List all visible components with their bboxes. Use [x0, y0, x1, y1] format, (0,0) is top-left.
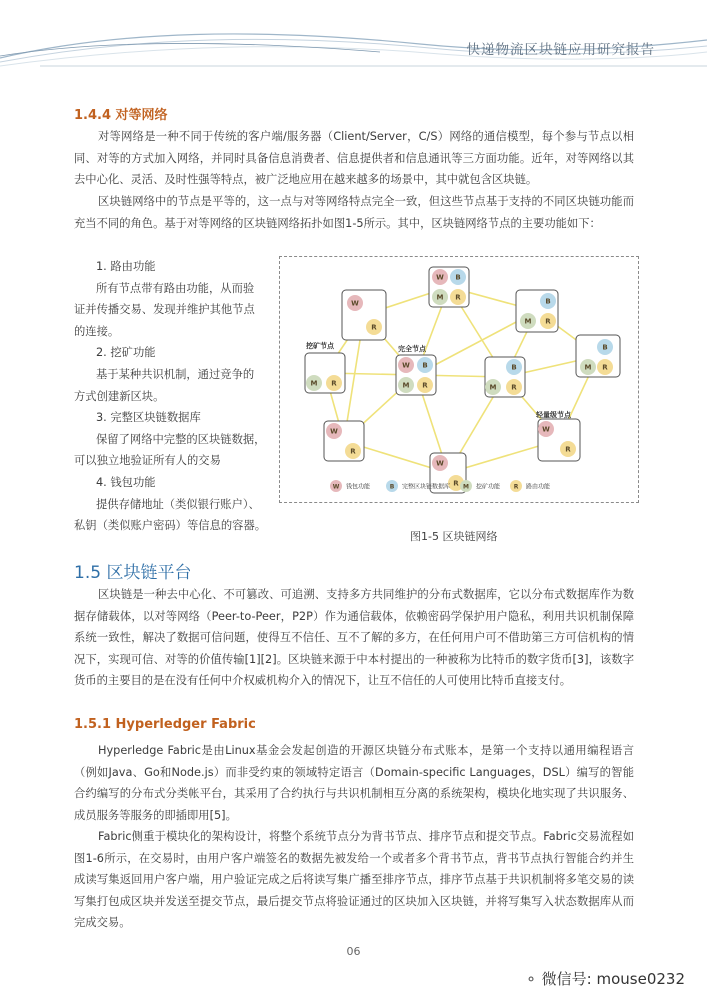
role-letter: B [422, 361, 428, 370]
network-node [516, 290, 558, 332]
network-node [485, 357, 525, 397]
light-node-label: 轻量级节点 [536, 411, 571, 419]
section-heading-1-5: 1.5 区块链平台 [74, 563, 192, 583]
role-letter: M [584, 363, 592, 372]
role-letter: R [545, 317, 551, 326]
network-node [324, 421, 364, 461]
legend-label: 挖矿功能 [476, 483, 501, 491]
role-letter: M [524, 317, 532, 326]
wechat-icon: ⚬ [525, 972, 537, 988]
role-letter: W [436, 459, 444, 468]
role-letter: B [602, 343, 608, 352]
role-letter: B [545, 297, 551, 306]
network-diagram [280, 257, 638, 502]
paragraph: 对等网络是一种不同于传统的客户端/服务器（Client/Server，C/S）网络的通信模型，每个参与节点以相同、对等的方式加入网络，并同时具备信息消费者、信息提供者和信息通讯等三方面功能。近年，对等网络以其去中心化、灵活、及时性强等特点，被广泛地应用在越来越多的场景中，其中就包含区块链。 [74, 130, 634, 187]
section-heading-1-5-1: 1.5.1 Hyperledger Fabric [74, 717, 256, 732]
legend-letter: W [332, 483, 340, 491]
list-item: 2. 挖矿功能 [96, 346, 156, 360]
role-letter: R [602, 363, 608, 372]
list-item: 4. 钱包功能 [96, 475, 156, 489]
role-letter: W [542, 425, 550, 434]
network-node [396, 355, 436, 395]
network-node [342, 290, 386, 340]
page-number: 06 [346, 945, 361, 958]
legend-label: 路由功能 [526, 483, 551, 491]
list-item: 私钥（类似账户密码）等信息的容器。 [74, 519, 267, 533]
header-title: 快递物流区块链应用研究报告 [466, 42, 655, 58]
legend-label: 完整区块链数据库 [402, 483, 451, 491]
network-node [576, 335, 620, 377]
list-item: 的连接。 [74, 324, 120, 338]
paragraph: 区块链是一种去中心化、不可篡改、可追溯、支持多方共同维护的分布式数据库，它以分布式数据库作为数据存储载体，以对等网络（Peer-to-Peer，P2P）作为通信载体，依赖密码学保护用户隐私，利用共识机制保障系统一致性，解决了数据可信问题，使得互不信任、互不了解的多方，在任何用户可不借助第三方可信机构的情况下，实现可信、对等的价值传输[1][2]。区块链来源于中本村提出的一种被称为比特币的数字货币[3]，该数字货币的主要目的是在没有任何中介权威机构介入的情况下，让互不信任的人可使用比特币直接支付。 [74, 588, 634, 688]
full-node-label: 完全节点 [398, 345, 426, 353]
role-letter: R [565, 445, 571, 454]
role-letter: W [436, 273, 444, 282]
watermark-text: 微信号: mouse0232 [541, 970, 685, 988]
role-letter: R [371, 323, 377, 332]
legend-letter: B [389, 483, 395, 491]
list-item: 提供存储地址（类似银行账户）、 [96, 497, 260, 511]
paragraph: Hyperledge Fabric是由Linux基金会发起创造的开源区块链分布式账本，是第一个支持以通用编程语言（例如Java、Go和Node.js）而非受约束的领域特定语言（Domain-specific Languages，DSL）编写的智能合约编写的分布式分类帐平台，其采用了合约执行与共识机制相互分离的系统架构，模块化地实现了共识服务、成员服务等服务的即插即用[5]。 [74, 744, 634, 822]
role-letter: W [330, 427, 338, 436]
network-figure [279, 256, 639, 503]
list-item: 证并传播交易、发现并维护其他节点 [74, 303, 255, 317]
role-letter: R [455, 293, 461, 302]
list-item: 可以独立地验证所有人的交易 [74, 454, 221, 468]
list-item: 方式创建新区块。 [74, 389, 165, 403]
role-letter: M [310, 379, 318, 388]
list-item: 所有节点带有路由功能，从而验 [96, 281, 255, 295]
network-node [429, 267, 469, 307]
role-letter: B [455, 273, 461, 282]
role-letter: W [351, 299, 359, 308]
figure-caption: 图1-5 区块链网络 [410, 530, 498, 543]
role-letter: M [402, 381, 410, 390]
role-letter: R [350, 447, 356, 456]
role-letter: M [436, 293, 444, 302]
list-item: 保留了网络中完整的区块链数据， [96, 432, 266, 446]
paragraph: Fabric侧重于模块化的架构设计，将整个系统节点分为背书节点、排序节点和提交节点。Fabric交易流程如图1-6所示，在交易时，由用户客户端签名的数据先被发给一个或者多个背书节点，背书节点执行智能合约并生成读写集返回用户客户端，用户验证完成之后将读写集广播至排序节点，排序节点基于共识机制将多笔交易的读写集打包成区块并发送至提交节点，最后提交节点将验证通过的区块加入区块链，并将写集写入状态数据库从而完成交易。 [74, 830, 634, 930]
section-heading-1-4-4: 1.4.4 对等网络 [74, 108, 168, 123]
legend-letter: R [513, 483, 519, 491]
paragraph: 区块链网络中的节点是平等的，这一点与对等网络特点完全一致，但这些节点基于支持的不同区块链功能而充当不同的角色。基于对等网络的区块链网络拓扑如图1-5所示。其中，区块链网络节点的主要功能如下： [74, 195, 634, 230]
role-letter: M [489, 383, 497, 392]
role-letter: R [422, 381, 428, 390]
role-letter: W [402, 361, 410, 370]
role-letter: R [331, 379, 337, 388]
network-node [305, 353, 345, 393]
list-item: 基于某种共识机制，通过竞争的 [96, 367, 255, 381]
function-list [74, 256, 269, 537]
list-item: 1. 路由功能 [96, 260, 156, 273]
legend-label: 钱包功能 [346, 483, 371, 491]
role-letter: R [511, 383, 517, 392]
role-letter: R [453, 479, 459, 488]
network-node [538, 419, 580, 461]
list-item: 3. 完整区块链数据库 [96, 411, 201, 425]
mining-node-label: 挖矿节点 [306, 342, 334, 350]
watermark [525, 968, 685, 989]
legend-letter: M [463, 483, 469, 491]
role-letter: B [511, 363, 517, 372]
